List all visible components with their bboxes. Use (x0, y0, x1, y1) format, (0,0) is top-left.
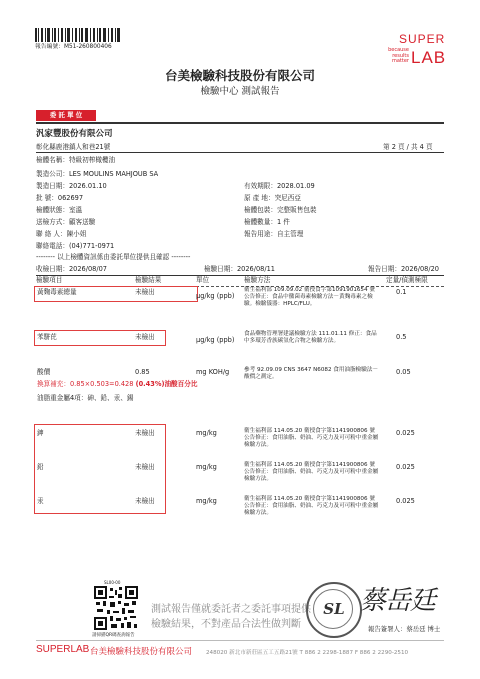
footer-divider (36, 640, 444, 641)
footer-brand: SUPERLAB (36, 644, 90, 655)
conversion-formula: 換算補充：0.85×0.503=0.428 (37, 380, 136, 388)
table-row-result: 未檢出 (135, 463, 155, 471)
submission-method: 送檢方式：顧客送驗 (36, 218, 96, 226)
barcode (35, 27, 120, 41)
table-row-item: 鉮 (37, 429, 44, 437)
footer-brand-company: 台美檢驗科技股份有限公司 (90, 647, 193, 657)
signature: 蔡岳廷 (360, 586, 436, 616)
table-row-unit: mg/kg (196, 463, 217, 471)
sample-name: 檢體名稱：特級初榨橄欖油 (36, 156, 116, 164)
table-row-unit: mg KOH/g (196, 368, 230, 376)
table-row-result: 未檢出 (135, 497, 155, 505)
qr-code-label: SL00-00 (104, 580, 121, 585)
superlab-logo (385, 28, 447, 92)
logo-top: SUPER (399, 32, 446, 46)
table-row-result: 未檢出 (135, 429, 155, 437)
table-row-item: 黃麴毒素總量 (37, 288, 77, 296)
client-top-divider (36, 122, 444, 124)
origin: 原 產 地：突尼西亞 (244, 194, 301, 202)
sample-condition: 檢體狀態：室溫 (36, 206, 83, 214)
table-row-result: 0.85 (135, 368, 150, 376)
table-row-limit: 0.1 (396, 288, 407, 296)
table-row-method: 衛生福利部 114.05.20 衛授食字第1141900806 號公告修正：食用油脂、奶油、巧克力及可可粉中重金屬檢驗方法。 (244, 462, 379, 482)
logo-tagline: because results matter (388, 47, 409, 64)
col-header-unit: 單位 (196, 276, 210, 284)
expiry-date: 有效期限：2028.01.09 (244, 182, 315, 190)
table-row-result: 未檢出 (135, 333, 155, 341)
table-row-limit: 0.025 (396, 463, 415, 471)
col-header-method: 檢驗方法 (244, 276, 271, 284)
report-subtitle: 檢驗中心 測試報告 (200, 86, 280, 97)
client-bottom-divider (36, 152, 444, 153)
table-row-limit: 0.025 (396, 429, 415, 437)
table-row-method: 食品藥物管理署建議檢驗方法 111.01.11 修正：食品中多環芳香族碳氫化合物之檢驗方法。 (244, 331, 377, 344)
table-row-method: 衛生福利部 114.05.20 衛授食字第1141900806 號公告修正：食用油脂、奶油、巧克力及可可粉中重金屬檢驗方法。 (244, 428, 379, 448)
manufacturer: 製造公司：LES MOULINS MAHJOUB SA (36, 170, 159, 178)
disclaimer-line-2: 檢驗結果，不對產品合法性做判斷 (151, 619, 301, 630)
logo-bottom: LAB (411, 48, 447, 67)
table-row-method: 衛生福利部 109.09.02 衛授食字第1091901654 號公告修正：食品中黴菌毒素檢驗方法－黃麴毒素之檢驗。檢驗儀器：HPLC/FLU。 (244, 287, 375, 307)
conversion-note (37, 380, 197, 389)
table-row-limit: 0.025 (396, 497, 415, 505)
qr-code[interactable] (94, 586, 138, 630)
table-row-result: 未檢出 (135, 288, 155, 296)
disclaimer-line-1: 測試報告僅就委託者之委託事項提供 (151, 604, 311, 615)
col-header-item: 檢驗項目 (36, 276, 63, 284)
report-purpose: 報告用途：自主管理 (244, 230, 304, 238)
table-row-limit: 0.5 (396, 333, 407, 341)
footer-contact: 248020 新北市新莊區五工五路21號 T 886 2 2298-1887 F 886 2 2290-2510 (206, 650, 409, 656)
barcode-graphic (35, 28, 120, 42)
heavy-metal-note: 油脂重金屬4項：砷、鉛、汞、錫 (37, 394, 134, 402)
received-date: 收檢日期：2026/08/07 (36, 265, 107, 273)
table-row-item: 汞 (37, 497, 44, 505)
qr-code-graphic (94, 586, 138, 630)
table-row-unit: μg/kg (ppb) (196, 292, 235, 300)
signer-name: 報告簽署人：蔡岳廷 博士 (368, 625, 441, 633)
contact-person: 聯 絡 人：陳小姐 (36, 230, 87, 238)
test-date: 檢驗日期：2026/08/11 (204, 265, 275, 273)
sample-info-note: -------- 以上檢體資訊係由委託單位提供且確認 -------- (36, 253, 191, 261)
col-header-result: 檢驗結果 (135, 276, 162, 284)
qr-caption: 請掃描QR碼查詢報告 (92, 633, 135, 638)
conversion-result: (0.43%)油酸百分比 (135, 380, 198, 388)
report-number: 報告編號：M51-260800406 (35, 44, 112, 50)
batch-number: 批 號：062697 (36, 194, 84, 202)
packaging: 檢體包裝：完整販售包裝 (244, 206, 317, 214)
table-row-item: 苯駢芘 (37, 333, 57, 341)
quantity: 檢體數量：1 件 (244, 218, 290, 226)
company-title: 台美檢驗科技股份有限公司 (164, 68, 315, 83)
table-row-item: 鉛 (37, 463, 44, 471)
contact-phone: 聯絡電話：(04)771-0971 (36, 242, 115, 250)
table-row-item: 酸價 (37, 368, 51, 376)
client-address: 彰化縣鹿港鎮人和巷21號 (36, 143, 111, 151)
company-seal (306, 582, 362, 638)
table-top-divider (36, 275, 444, 276)
client-section-label: 委 託 單 位 (36, 110, 96, 121)
page-indicator: 第 2 頁 / 共 4 頁 (383, 143, 433, 151)
table-row-unit: μg/kg (ppb) (196, 336, 235, 344)
client-company: 汎家豐股份有限公司 (36, 129, 113, 139)
table-row-unit: mg/kg (196, 497, 217, 505)
seal-text: SL (323, 600, 345, 618)
col-header-limit: 定量/偵測極限 (386, 276, 428, 284)
table-row-method: 參考 92.09.09 CNS 3647 N6082 食用油脂檢驗法－酸價之測定。 (244, 367, 379, 380)
table-row-unit: mg/kg (196, 429, 217, 437)
table-row-limit: 0.05 (396, 368, 411, 376)
report-date: 報告日期：2026/08/20 (368, 265, 439, 273)
table-row-method: 衛生福利部 114.05.20 衛授食字第1141900806 號公告修正：食用油脂、奶油、巧克力及可可粉中重金屬檢驗方法。 (244, 496, 379, 516)
manufacture-date: 製造日期：2026.01.10 (36, 182, 107, 190)
